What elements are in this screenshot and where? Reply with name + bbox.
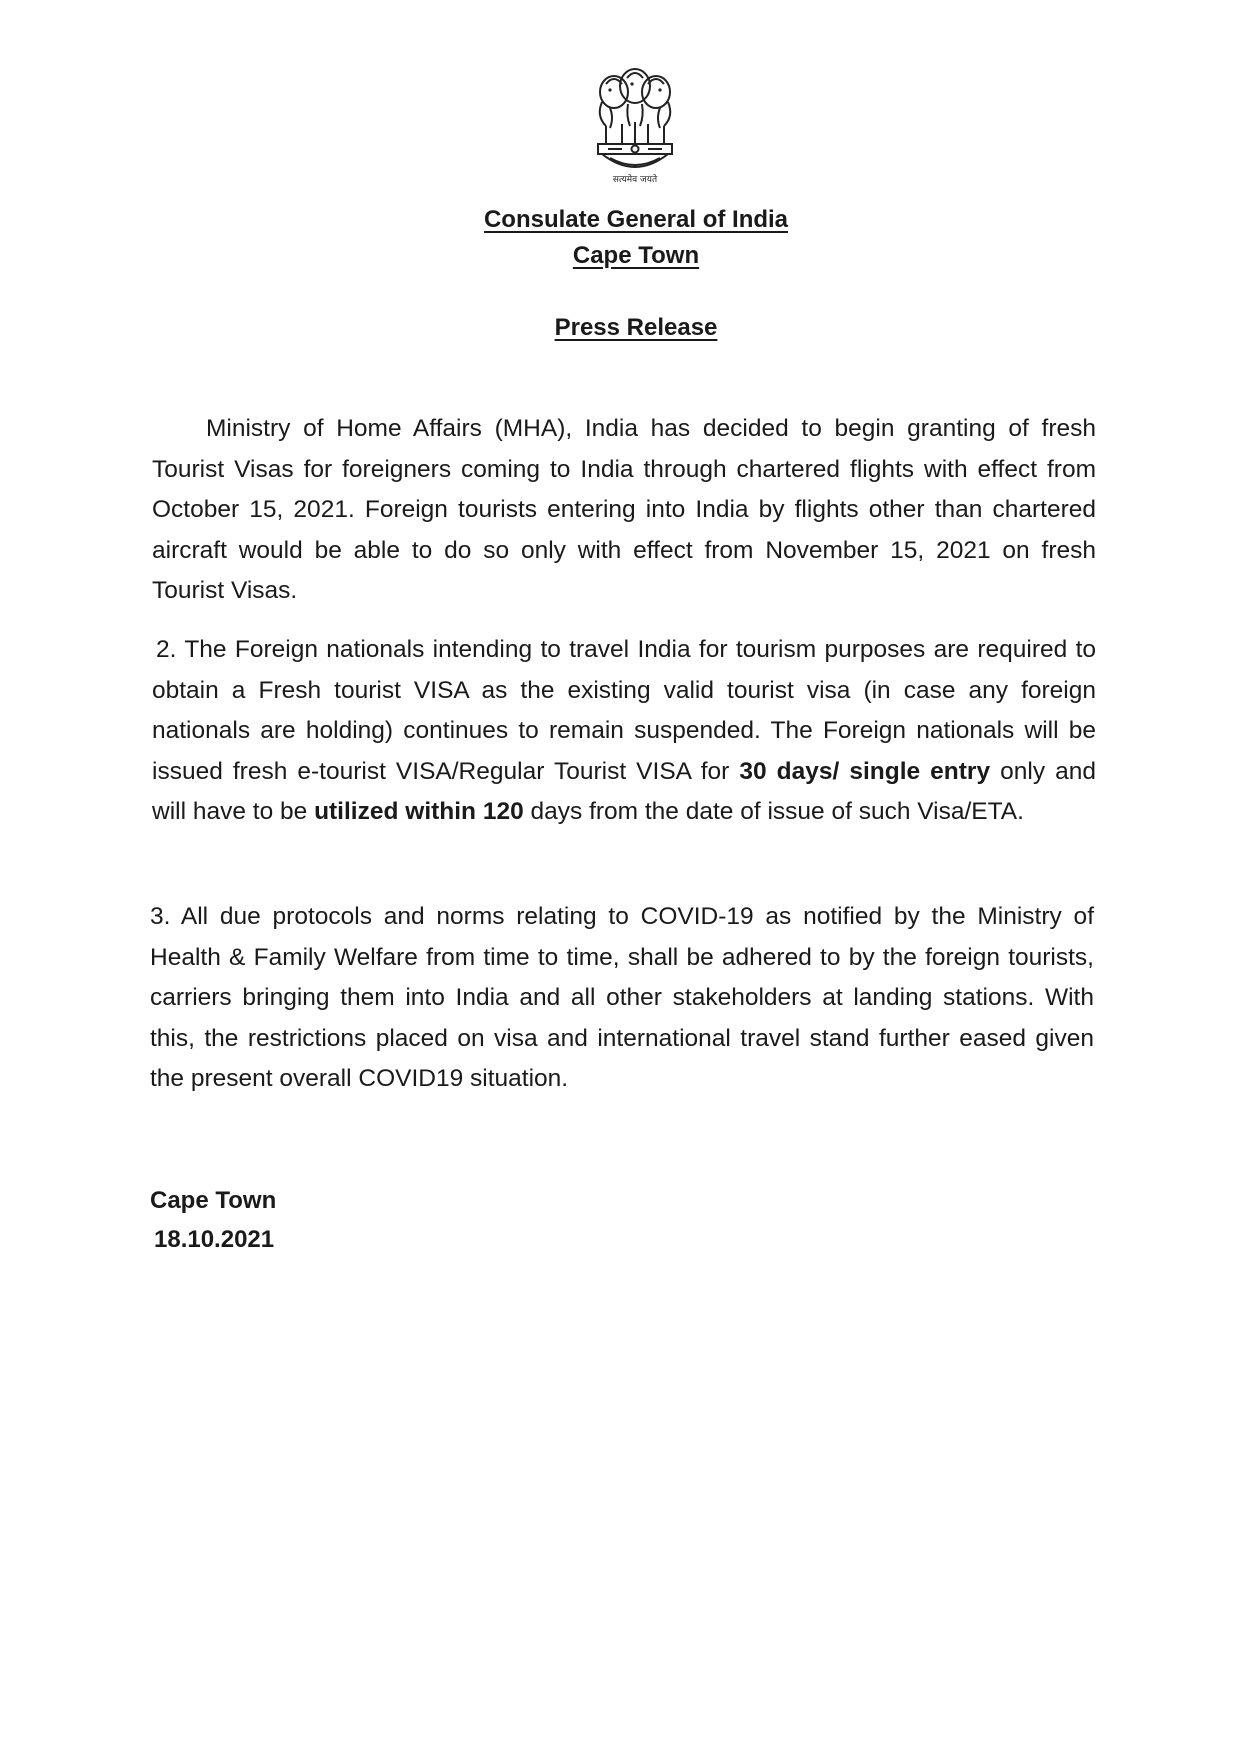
paragraph-2-bold-utilization: utilized within 120 (314, 798, 524, 825)
paragraph-3: 3. All due protocols and norms relating to COVID-19 as notified by the Ministry of Health & Family Welfare from time to time, shall be adhered to by the foreign tourists, carriers bringing them into India and all other stakeholders at landing stations. With this, the restrictions placed on visa and international travel stand further eased given the present overall COVID19 situation. (150, 903, 1094, 1092)
paragraph-1: Ministry of Home Affairs (MHA), India has decided to begin granting of fresh Tourist Visas for foreigners coming to India through chartered flights with effect from October 15, 2021. Foreign tourists entering into India by flights other than chartered aircraft would be able to do so only with effect from November 15, 2021 on fresh Tourist Visas. (152, 415, 1096, 604)
organization-title: Consulate General of India (483, 206, 789, 233)
national-emblem-icon (580, 66, 690, 186)
signature-date: 18.10.2021 (154, 1226, 275, 1253)
paragraph-2-bold-validity: 30 days/ single entry (739, 757, 991, 785)
city-title: Cape Town (572, 242, 700, 269)
signature-place: Cape Town (150, 1187, 277, 1214)
paragraph-2-text-a: 2. The Foreign nationals intending to travel India for tourism purposes are required to obtain a Fresh tourist VISA as the existing valid tourist visa (in case any foreign nationals are holding) continues to remain suspended. The Foreign nationals will be issued fresh e-tourist VISA/Regular Tourist VISA for (152, 636, 1096, 785)
emblem-motto: सत्यमेव जयते (612, 175, 658, 185)
document-type-title: Press Release (554, 314, 718, 341)
paragraph-2-text-b: only and will have to be (152, 757, 1097, 825)
paragraph-2 (152, 630, 1096, 833)
paragraph-2-text-c: days from the date of issue of such Visa/ETA. (523, 798, 1024, 825)
